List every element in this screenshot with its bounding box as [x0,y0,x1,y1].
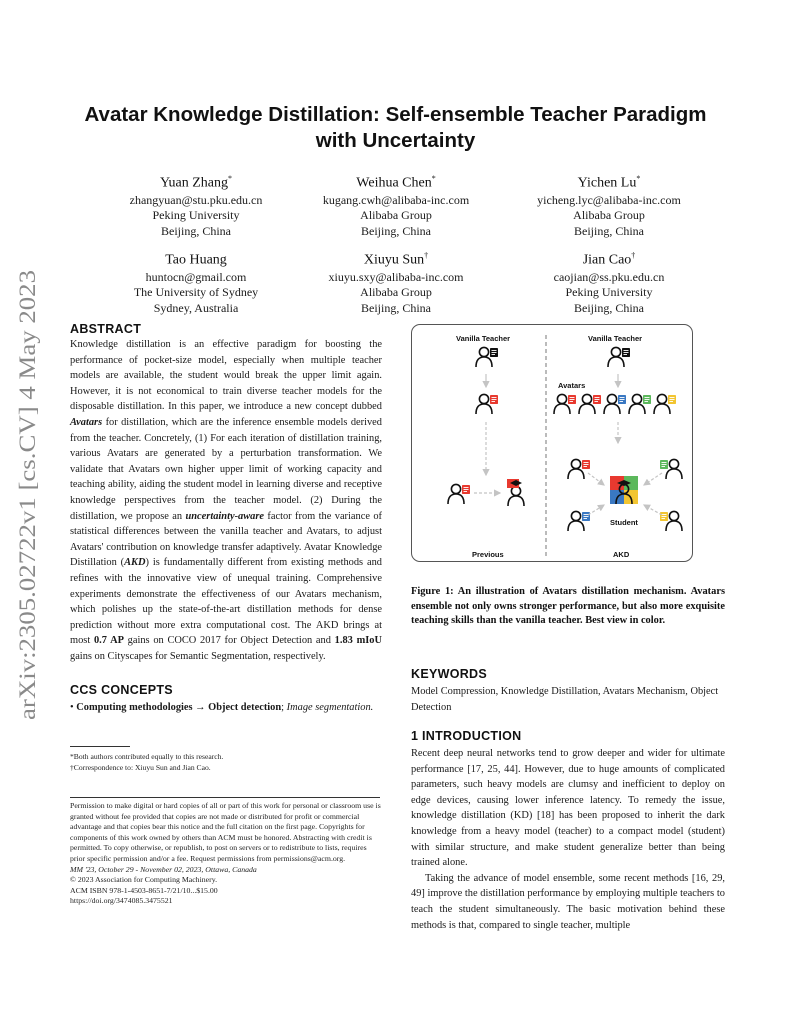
author-location: Beijing, China [574,300,644,315]
author-location: Sydney, Australia [153,300,239,315]
author-location: Beijing, China [361,223,431,238]
author-email: zhangyuan@stu.pku.edu.cn [129,192,263,207]
arxiv-identifier-text: arXiv:2305.02722v1 [cs.CV] 4 May 2023 [15,334,40,720]
arrow [588,505,604,515]
footnote: *Both authors contributed equally to this research. [70,752,224,761]
abstract-text: ) is fundamentally different from existing methods and refines with the innovative view of unequal training. Comprehensive experiments demonstrate the effectiveness of our Avatars mechanism, which polishes up the state-of-the-art distillation methods for dense prediction without more extra computational cost. The AKD brings at most [70,557,382,647]
author-location: Beijing, China [574,223,644,238]
permission-text: Permission to make digital or hard copies of all or part of this work for personal or classroom use is granted without fee provided that copies are not made or distributed for profit or commercial advantage and that copies bear this notice and the full citation on the first page. Copyrights for components of this work owned by others than ACM must be honored. Abstracting with credit is permitted. To copy otherwise, or republish, to post on servers or to redistribute to lists, requires prior specific permission and/or a fee. Request permissions from permissions@acm.org. [70,801,381,863]
author-name: Yichen Lu [577,175,637,191]
title-line-1: Avatar Knowledge Distillation: Self-ensemble Teacher Paradigm [84,103,707,126]
doi-link[interactable]: https://doi.org/3474085.3475521 [70,896,173,906]
abstract-highlight: 0.7 AP [93,635,124,647]
author-mark: * [431,174,436,183]
ccs-concept-italic: Image segmentation. [286,702,374,713]
abstract-text: Knowledge distillation is an effective paradigm for boosting the performance of pocket-size model, especially when multiple teacher models are available, the student would break the upper limit again. However, it is not economical to train diverse teacher models for the disposable distillation. In this paper, we introduce a new concept dubbed [70,339,382,413]
author-email: huntocn@gmail.com [145,269,247,284]
figure-caption: Figure 1: An illustration of Avatars distillation mechanism. Avatars ensemble not only owns stronger performance, but also more exquisite teaching skills than the vanilla teacher. Best view in color. [411,586,725,626]
ccs-heading: CCS CONCEPTS [70,683,173,697]
avatar-icon [654,394,676,414]
abstract-body [70,337,382,664]
teacher-icon [568,459,590,479]
author-affiliation: Alibaba Group [573,208,645,223]
author-mark: † [424,251,429,260]
keywords-heading: KEYWORDS [411,667,488,681]
author-block [499,247,719,316]
vanilla-teacher-icon [476,347,498,367]
label-vanilla-teacher-left: Vanilla Teacher [456,334,511,343]
author-name: Yuan Zhang [159,175,229,191]
arrow [588,473,604,485]
author-name: Xiuyu Sun [363,252,425,268]
label-student: Student [610,518,638,527]
author-email: xiuyu.sxy@alibaba-inc.com [328,269,464,284]
abstract-text: factor from the variance of statistical differences between the vanilla teacher and Avatars, to adjust Avatars' contribution on knowledge transfer adaptively. Avatar Knowledge Distillation ( [70,510,382,569]
teacher-icon [660,459,682,479]
isbn: ACM ISBN 978-1-4503-8651-7/21/10...$15.00 [70,885,218,895]
paper-title [60,102,731,154]
author-block [286,170,506,239]
abstract-text: gains on COCO 2017 for Object Detection and [123,635,335,647]
intro-paragraph: Taking the advance of model ensemble, some recent methods [16, 29, 49] improve the distillation performance by employing multiple teachers to teach the student simultaneously. The basic motivation behind these methods is that, compared to single teacher, multiple [411,872,725,931]
intro-paragraph: Recent deep neural networks tend to grow deeper and wider for ultimate performance [17, 25, 44]. However, due to huge amounts of complicated parameters, such heavy models are clumsy and inefficient to deploy on edge devices, causing lower inference latency. To remedy the issue, knowledge distillation (KD) [18] has been proposed to inherit the dark knowledge from a heavy model (teacher) to a compact model (student) with similar structure, and make student generalize better than being trained alone. [411,748,725,869]
author-name: Tao Huang [165,252,227,268]
author-mark: * [228,174,233,183]
author-name: Weihua Chen [356,175,432,191]
avatar-icon [604,394,626,414]
footnote-rule [70,746,130,747]
teacher-icon [476,394,498,414]
author-block [286,247,506,316]
author-affiliation: Peking University [152,208,240,223]
ccs-body [70,700,382,716]
label-avatars: Avatars [558,381,586,390]
author-affiliation: Alibaba Group [360,208,432,223]
figure-1 [411,324,693,562]
introduction-body [411,746,725,933]
author-affiliation: Alibaba Group [360,285,432,300]
vanilla-teacher-icon [608,347,630,367]
author-mark: † [631,251,636,260]
venue: MM '23, October 29 - November 02, 2023, Ottawa, Canada [70,864,257,874]
author-location: Beijing, China [161,223,231,238]
author-name: Jian Cao [582,252,632,268]
permission-block [70,801,382,907]
avatar-icon [579,394,601,414]
arrow [644,473,662,485]
author-email: caojian@ss.pku.edu.cn [553,269,665,284]
author-email: kugang.cwh@alibaba-inc.com [322,192,470,207]
author-affiliation: Peking University [565,285,653,300]
author-email: yicheng.lyc@alibaba-inc.com [537,192,681,207]
label-vanilla-teacher-right: Vanilla Teacher [588,334,643,343]
teacher-icon [448,484,470,504]
student-icon [507,479,524,506]
ccs-concept: Computing methodologies → Object detection [76,702,282,713]
abstract-term: uncertainty-aware [185,510,265,522]
keywords-text: Model Compression, Knowledge Distillation, Avatars Mechanism, Object Detection [411,686,719,713]
author-location: Beijing, China [361,300,431,315]
ensemble-student-icon [610,476,638,504]
abstract-text: for distillation, which are the inference ensemble models derived from the teacher. Concretely, (1) For each iteration of distillation training, various Avatars are generated by a perturbation transformation. We validate that Avatars own higher upper limit of working capacity and teaching ability, aiding the student model in learning diverse and receptive knowledge perspectives from the teacher model. (2) During the distillation, we propose an [70,416,382,522]
avatars-diagram [412,325,694,563]
teacher-icon [568,511,590,531]
permission-rule [70,797,380,798]
abstract-highlight: 1.83 mIoU [334,635,382,647]
avatar-icon [629,394,651,414]
author-block [86,247,306,316]
avatar-icon [554,394,576,414]
footnote: †Correspondence to: Xiuyu Sun and Jian Cao. [70,762,211,772]
label-akd: AKD [613,550,630,559]
author-block [499,170,719,239]
author-affiliation: The University of Sydney [133,285,259,300]
author-block [86,170,306,239]
teacher-icon [660,511,682,531]
abstract-term: Avatars [70,416,103,428]
copyright: © 2023 Association for Computing Machinery. [70,875,218,885]
abstract-term: AKD [124,557,146,569]
ccs-bullet: • [70,702,77,713]
introduction-heading: 1 INTRODUCTION [411,729,522,743]
abstract-heading: ABSTRACT [70,322,142,336]
label-previous: Previous [472,550,504,559]
abstract-text: gains on Cityscapes for Semantic Segmentation, respectively. [70,650,326,662]
title-line-2: with Uncertainty [315,129,476,152]
arxiv-identifier [8,268,42,720]
ccs-separator: ; [281,702,287,713]
author-mark: * [636,174,641,183]
arrow [644,505,662,515]
footnotes [70,752,382,773]
